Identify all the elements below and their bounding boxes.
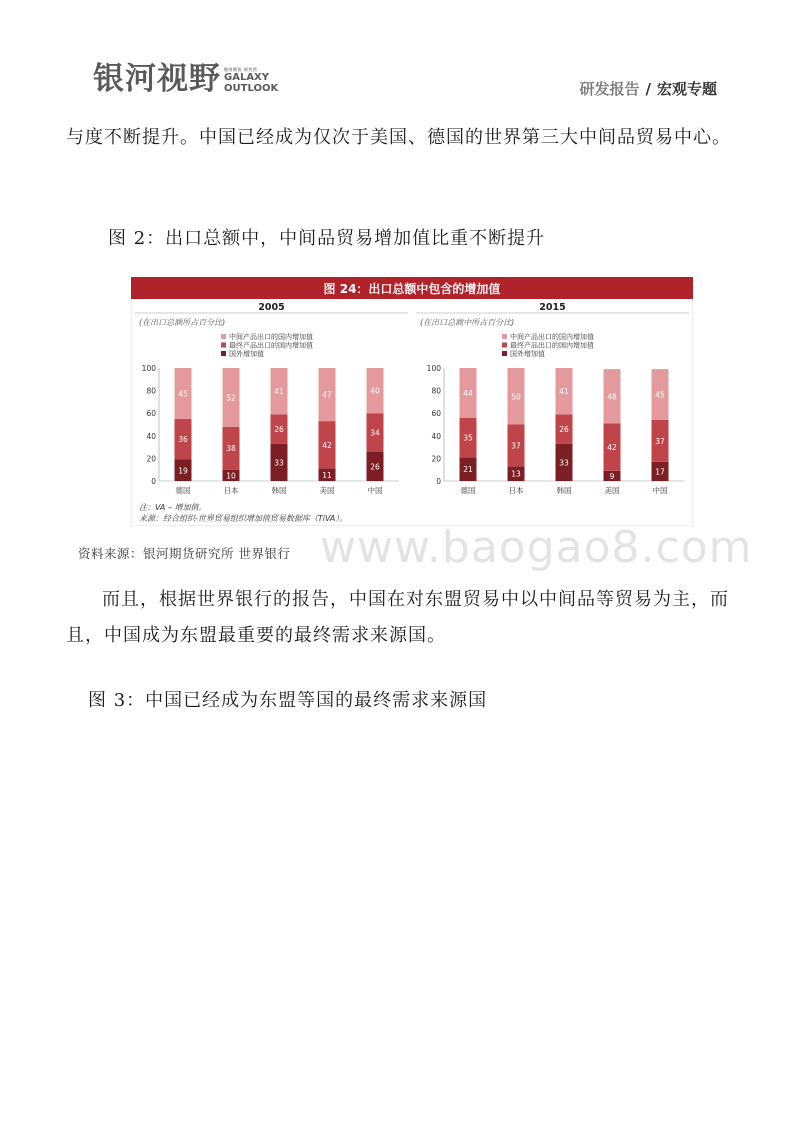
y-tick-1-20: 20 bbox=[431, 454, 441, 464]
report-separator: / bbox=[645, 80, 651, 98]
panel-subtitle-1: (在出口总额中所占百分比) bbox=[420, 318, 515, 327]
bar-label-0-2-1: 26 bbox=[274, 425, 284, 435]
x-tick-0-4: 中国 bbox=[367, 486, 383, 495]
x-tick-0-0: 德国 bbox=[175, 486, 191, 495]
bar-label-0-1-1: 38 bbox=[226, 444, 236, 454]
bar-label-1-2-1: 26 bbox=[559, 425, 569, 435]
bar-label-0-3-1: 42 bbox=[322, 440, 332, 450]
x-tick-1-0: 德国 bbox=[460, 486, 476, 495]
logo-subtext: 银河期货 研究所 bbox=[224, 67, 258, 72]
x-tick-0-2: 韩国 bbox=[271, 486, 287, 495]
y-tick-0-20: 20 bbox=[146, 454, 156, 464]
bar-label-1-4-1: 37 bbox=[655, 436, 665, 446]
x-tick-0-1: 日本 bbox=[223, 486, 239, 495]
stacked-bar-figure bbox=[131, 277, 693, 526]
legend-swatch-0-0 bbox=[221, 334, 226, 339]
y-tick-1-80: 80 bbox=[431, 386, 441, 396]
bar-label-1-4-2: 45 bbox=[655, 390, 665, 400]
y-tick-0-80: 80 bbox=[146, 386, 156, 396]
paragraph-2: 而且，根据世界银行的报告，中国在对东盟贸易中以中间品等贸易为主，而且，中国成为东盟最重要的最终需求来源国。 bbox=[66, 589, 729, 646]
brand-logo bbox=[93, 62, 278, 96]
figure-source-line: 资料来源：银河期货研究所 世界银行 bbox=[78, 546, 291, 561]
bar-label-0-1-2: 52 bbox=[226, 393, 236, 403]
bar-label-1-0-1: 35 bbox=[463, 433, 473, 443]
bar-label-0-4-1: 34 bbox=[370, 428, 380, 438]
legend-label-0-0: 中间产品出口的国内增加值 bbox=[229, 333, 313, 341]
bar-label-1-3-1: 42 bbox=[607, 443, 617, 453]
legend-label-0-2: 国外增加值 bbox=[229, 350, 264, 358]
legend-swatch-0-1 bbox=[221, 343, 226, 348]
legend-label-1-0: 中间产品出口的国内增加值 bbox=[510, 333, 594, 341]
report-topic: 宏观专题 bbox=[656, 80, 717, 98]
bar-label-1-2-2: 41 bbox=[559, 387, 569, 397]
x-tick-1-4: 中国 bbox=[652, 486, 668, 495]
bar-label-1-2-0: 33 bbox=[559, 458, 569, 468]
bar-label-1-3-2: 48 bbox=[607, 392, 617, 402]
bar-label-0-0-2: 45 bbox=[178, 389, 188, 399]
bar-label-1-1-0: 13 bbox=[511, 469, 521, 479]
bar-label-0-3-0: 11 bbox=[322, 470, 332, 480]
y-tick-1-100: 100 bbox=[426, 364, 441, 373]
bar-label-1-4-0: 17 bbox=[655, 467, 665, 477]
bar-label-1-1-1: 37 bbox=[511, 441, 521, 451]
bar-label-0-4-2: 40 bbox=[370, 386, 380, 396]
bar-label-0-0-0: 19 bbox=[178, 466, 188, 476]
paragraph-1: 与度不断提升。中国已经成为仅次于美国、德国的世界第三大中间品贸易中心。 bbox=[66, 127, 731, 148]
figure-source: 来源：经合组织-世界贸易组织增加值贸易数据库（TiVA）。 bbox=[139, 514, 348, 523]
y-tick-1-60: 60 bbox=[431, 409, 441, 419]
legend-label-1-2: 国外增加值 bbox=[510, 350, 545, 358]
bar-label-0-2-2: 41 bbox=[274, 387, 284, 397]
legend-swatch-1-0 bbox=[502, 334, 507, 339]
x-tick-1-1: 日本 bbox=[508, 486, 524, 495]
bar-label-1-0-0: 21 bbox=[463, 465, 473, 475]
bar-label-0-0-1: 36 bbox=[178, 435, 188, 445]
x-tick-1-3: 美国 bbox=[604, 486, 620, 495]
legend-swatch-1-2 bbox=[502, 351, 507, 356]
report-type: 研发报告 bbox=[579, 80, 640, 98]
y-tick-0-0: 0 bbox=[151, 477, 156, 486]
x-tick-0-3: 美国 bbox=[319, 486, 335, 495]
bar-label-1-1-2: 50 bbox=[511, 392, 521, 402]
watermark: www.baogao8.com bbox=[320, 522, 753, 573]
bar-label-1-0-2: 44 bbox=[463, 388, 473, 398]
y-tick-0-40: 40 bbox=[146, 431, 156, 441]
bar-label-0-4-0: 26 bbox=[370, 462, 380, 472]
y-tick-0-100: 100 bbox=[141, 364, 156, 373]
figure-title: 图 24：出口总额中包含的增加值 bbox=[323, 282, 501, 296]
panel-title-0: 2005 bbox=[258, 302, 285, 313]
y-tick-1-40: 40 bbox=[431, 431, 441, 441]
report-category bbox=[579, 78, 717, 99]
bar-label-0-2-0: 33 bbox=[274, 458, 284, 468]
logo-chinese: 银河视野 bbox=[93, 61, 221, 97]
x-tick-1-2: 韩国 bbox=[556, 486, 572, 495]
logo-en-line1: GALAXY bbox=[224, 72, 270, 83]
legend-label-1-1: 最终产品出口的国内增加值 bbox=[510, 341, 594, 350]
logo-english bbox=[224, 67, 278, 96]
figure-3-caption: 图 3：中国已经成为东盟等国的最终需求来源国 bbox=[88, 690, 488, 711]
logo-en-line2: OUTLOOK bbox=[224, 83, 279, 94]
legend-swatch-0-2 bbox=[221, 351, 226, 356]
figure-note: 注：VA – 增加值。 bbox=[139, 503, 207, 512]
panel-subtitle-0: (在出口总额所占百分比) bbox=[139, 318, 226, 327]
bar-label-0-1-0: 10 bbox=[226, 471, 236, 481]
bar-label-1-3-0: 9 bbox=[609, 471, 615, 481]
y-tick-0-60: 60 bbox=[146, 409, 156, 419]
y-tick-1-0: 0 bbox=[436, 477, 441, 486]
figure-2-caption: 图 2：出口总额中，中间品贸易增加值比重不断提升 bbox=[108, 228, 546, 249]
legend-label-0-1: 最终产品出口的国内增加值 bbox=[229, 341, 313, 350]
panel-title-1: 2015 bbox=[539, 302, 566, 313]
legend-swatch-1-1 bbox=[502, 343, 507, 348]
bar-label-0-3-2: 47 bbox=[322, 390, 332, 400]
